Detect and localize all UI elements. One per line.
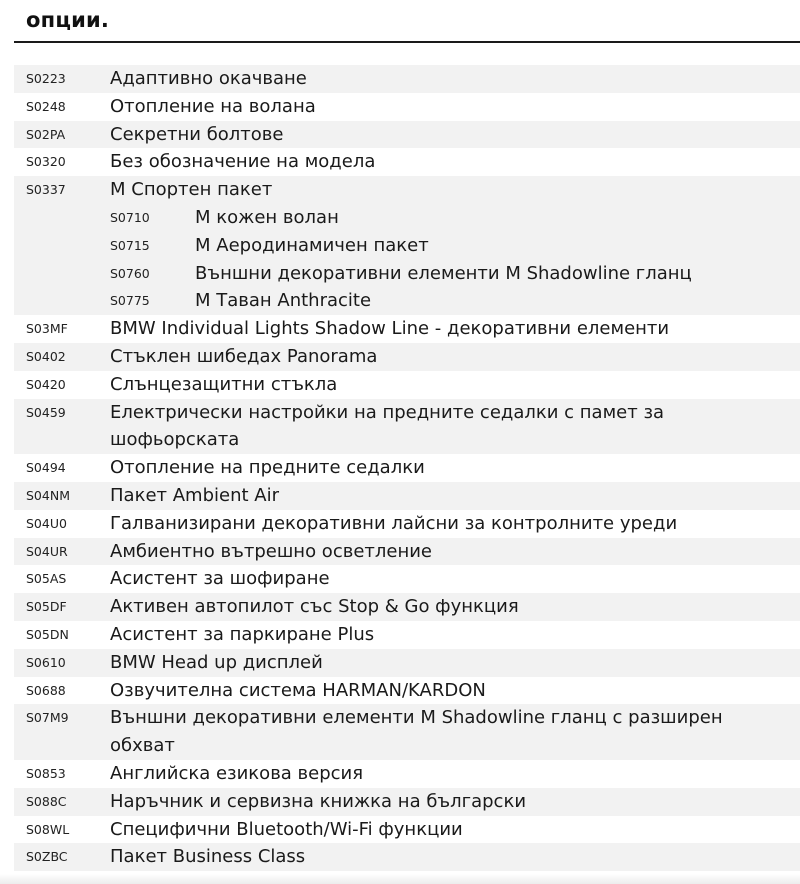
option-code: S0853 [26,765,66,781]
option-label: Асистент за шофиране [110,568,330,590]
option-code: S0223 [26,71,66,86]
option-row [14,677,800,705]
option-row [14,593,800,621]
option-body [110,343,800,371]
option-row [14,65,800,93]
option-label: Секретни болтове [110,123,284,145]
option-row [14,760,800,788]
option-code: S02PA [26,126,66,142]
option-body [110,538,800,566]
option-code: S0337 [26,182,66,198]
option-row [14,621,800,649]
option-label: Озвучителна система HARMAN/KARDON [110,679,486,701]
sub-option-label: Външни декоративни елементи M Shadowline гланц [195,262,692,284]
option-row [14,148,800,176]
sub-option-label: M Таван Anthracite [195,290,372,312]
option-row [14,121,800,149]
option-code: S04UR [26,543,68,559]
option-body [110,371,800,399]
option-row [14,565,800,593]
option-code: S0688 [26,682,66,698]
option-body [110,482,800,510]
option-row [14,704,800,760]
bottom-fade [0,874,800,884]
option-row [14,482,800,510]
option-body [110,454,800,482]
sub-option-label: M кожен волан [195,206,339,228]
option-code: S08WL [26,821,70,837]
option-label: Активен автопилот със Stop & Go функция [110,596,519,618]
option-row [14,454,800,482]
option-row [14,816,800,844]
options-list [14,65,800,871]
option-body [110,677,800,705]
option-label: Адаптивно окачване [110,68,307,89]
option-code: S0459 [26,404,66,420]
sub-option-row [110,260,800,288]
option-code: S04U0 [26,515,67,531]
sub-option-code: S0710 [110,209,150,225]
option-label: Специфични Bluetooth/Wi-Fi функции [110,818,463,840]
option-row [14,93,800,121]
option-row [14,315,800,343]
option-label: BMW Individual Lights Shadow Line - декоративни елементи [110,318,670,340]
option-code: S0610 [26,654,66,670]
option-label: Без обозначение на модела [110,151,376,173]
option-code: S05DF [26,599,67,615]
option-code: S05DN [26,626,69,642]
option-body [110,649,800,677]
option-label: Английска езикова версия [110,762,364,784]
sub-option-row [110,232,800,260]
option-body [110,399,800,455]
option-body [110,121,800,149]
option-code: S0494 [26,460,66,476]
sub-option-row [110,204,800,232]
option-code: S0420 [26,376,66,392]
option-label: Пакет Business Class [110,846,306,868]
option-row [14,371,800,399]
option-label: Слънцезащитни стъкла [110,373,338,395]
option-body [110,704,800,760]
option-code: S07M9 [26,710,69,726]
option-code: S03MF [26,321,68,337]
option-label: Отопление на предните седалки [110,457,425,479]
title-divider [14,41,800,43]
option-code: S0248 [26,98,66,114]
sub-option-code: S0760 [110,265,150,281]
sub-option-row [110,287,800,315]
option-body [110,760,800,788]
option-body [110,788,800,816]
option-label: Стъклен шибедах Panorama [110,345,378,367]
sub-option-code: S0715 [110,237,150,253]
option-row [14,399,800,455]
option-row [14,510,800,538]
option-body [110,176,800,315]
option-body [110,510,800,538]
option-code: S088C [26,793,67,809]
option-body [110,93,800,121]
option-body [110,621,800,649]
option-label: Асистент за паркиране Plus [110,623,375,645]
option-label: Пакет Ambient Air [110,484,279,506]
option-row [14,343,800,371]
option-row [14,788,800,816]
option-code: S04NM [26,487,70,503]
option-body [110,148,800,176]
option-code: S0ZBC [26,849,68,865]
option-body [110,315,800,343]
option-label: Електрически настройки на предните седалки с памет за шофьорската [110,401,665,451]
option-row [14,843,800,871]
option-label: M Спортен пакет [110,179,273,201]
option-body [110,816,800,844]
option-code: S0402 [26,348,66,364]
option-label: Външни декоративни елементи M Shadowline гланц с разширен обхват [110,707,723,757]
option-row [14,649,800,677]
option-code: S0320 [26,154,66,170]
option-label: Отопление на волана [110,95,316,117]
sub-option-code: S0775 [110,293,150,309]
option-label: Галванизирани декоративни лайсни за контролните уреди [110,512,678,534]
option-body [110,593,800,621]
option-body [110,843,800,871]
option-body [110,65,800,93]
option-label: Амбиентно вътрешно осветление [110,540,433,562]
page-title: опции. [26,8,110,32]
option-row [14,176,800,315]
option-label: BMW Head up дисплей [110,651,323,673]
option-code: S05AS [26,571,67,587]
option-row [14,538,800,566]
option-body [110,565,800,593]
sub-option-label: M Аеродинамичен пакет [195,234,429,256]
option-label: Наръчник и сервизна книжка на български [110,790,527,812]
